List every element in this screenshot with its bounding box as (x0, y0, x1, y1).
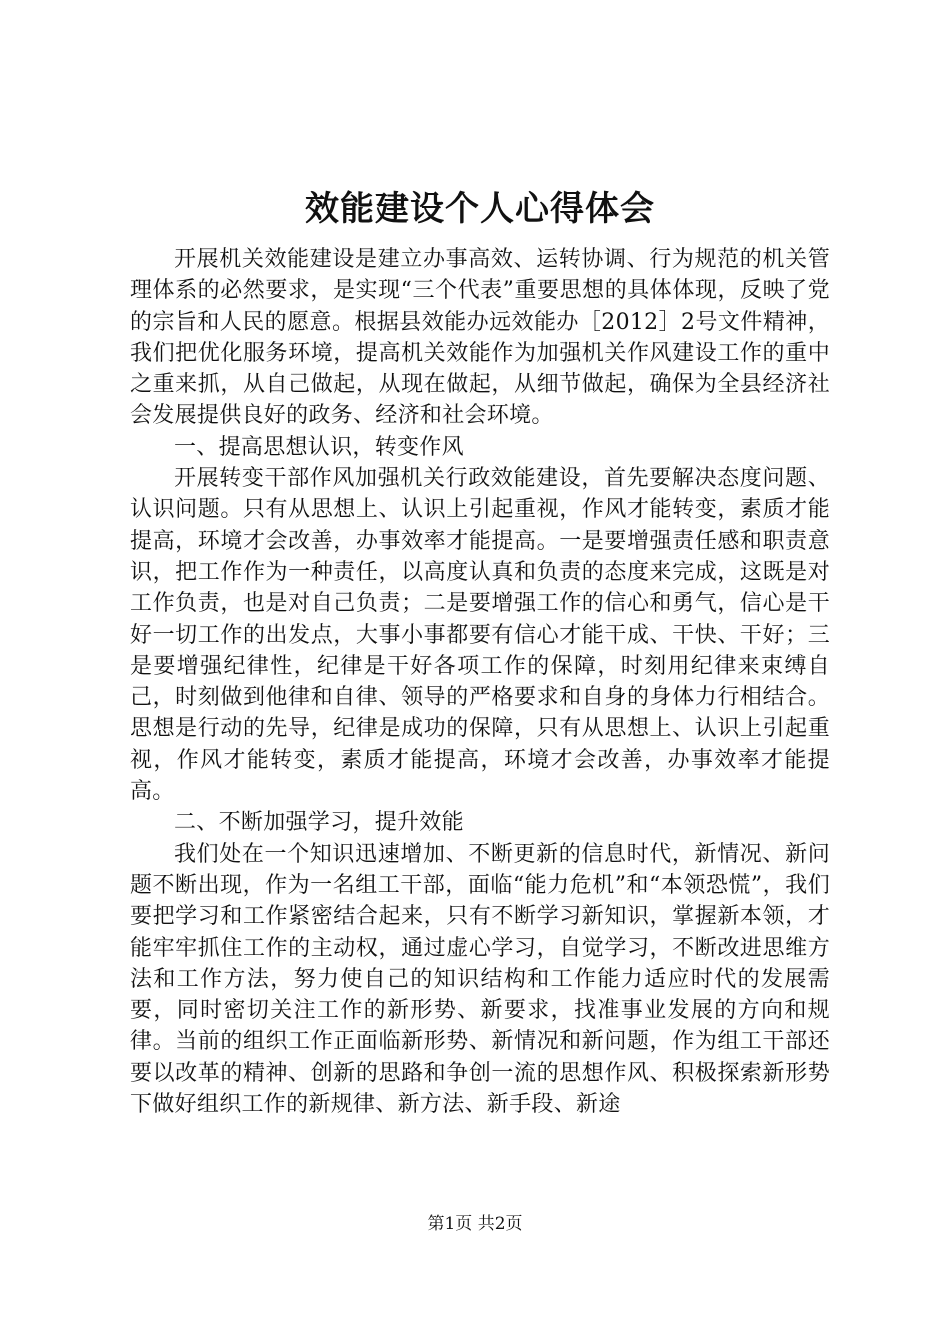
page-footer: 第1页 共2页 (427, 1214, 523, 1234)
document-page (130, 182, 830, 1120)
intro-paragraph: 开展机关效能建设是建立办事高效、运转协调、行为规范的机关管理体系的必然要求，是实现“三个代表”重要思想的具体体现，反映了党的宗旨和人民的愿意。根据县效能办远效能办［2012］2号文件精神，我们把优化服务环境，提高机关效能作为加强机关作风建设工作的重中之重来抓，从自己做起，从现在做起，从细节做起，确保为全县经济社会发展提供良好的政务、经济和社会环境。 (130, 247, 830, 429)
section-2-paragraph: 我们处在一个知识迅速增加、不断更新的信息时代，新情况、新问题不断出现，作为一名组工干部，面临“能力危机”和“本领恐慌”，我们要把学习和工作紧密结合起来，只有不断学习新知识，掌握新本领，才能牢牢抓住工作的主动权，通过虚心学习，自觉学习，不断改进思维方法和工作方法，努力使自己的知识结构和工作能力适应时代的发展需要，同时密切关注工作的新形势、新要求，找准事业发展的方向和规律。当前的组织工作正面临新形势、新情况和新问题，作为组工干部还要以改革的精神、创新的思路和争创一流的思想作风、积极探索新形势下做好组织工作的新规律、新方法、新手段、新途 (130, 841, 830, 1118)
section-1-paragraph: 开展转变干部作风加强机关行政效能建设，首先要解决态度问题、认识问题。只有从思想上、认识上引起重视，作风才能转变，素质才能提高，环境才会改善，办事效率才能提高。一是要增强责任感和职责意识，把工作作为一种责任，以高度认真和负责的态度来完成，这既是对工作负责，也是对自己负责；二是要增强工作的信心和勇气，信心是干好一切工作的出发点，大事小事都要有信心才能干成、干快、干好；三是要增强纪律性，纪律是干好各项工作的保障，时刻用纪律来束缚自己，时刻做到他律和自律、领导的严格要求和自身的身体力行相结合。思想是行动的先导，纪律是成功的保障，只有从思想上、认识上引起重视，作风才能转变，素质才能提高，环境才会改善，办事效率才能提高。 (130, 466, 830, 805)
section-heading-2: 二、不断加强学习，提升效能 (174, 810, 464, 836)
document-title: 效能建设个人心得体会 (305, 189, 655, 229)
section-heading-1: 一、提高思想认识，转变作风 (174, 434, 464, 460)
